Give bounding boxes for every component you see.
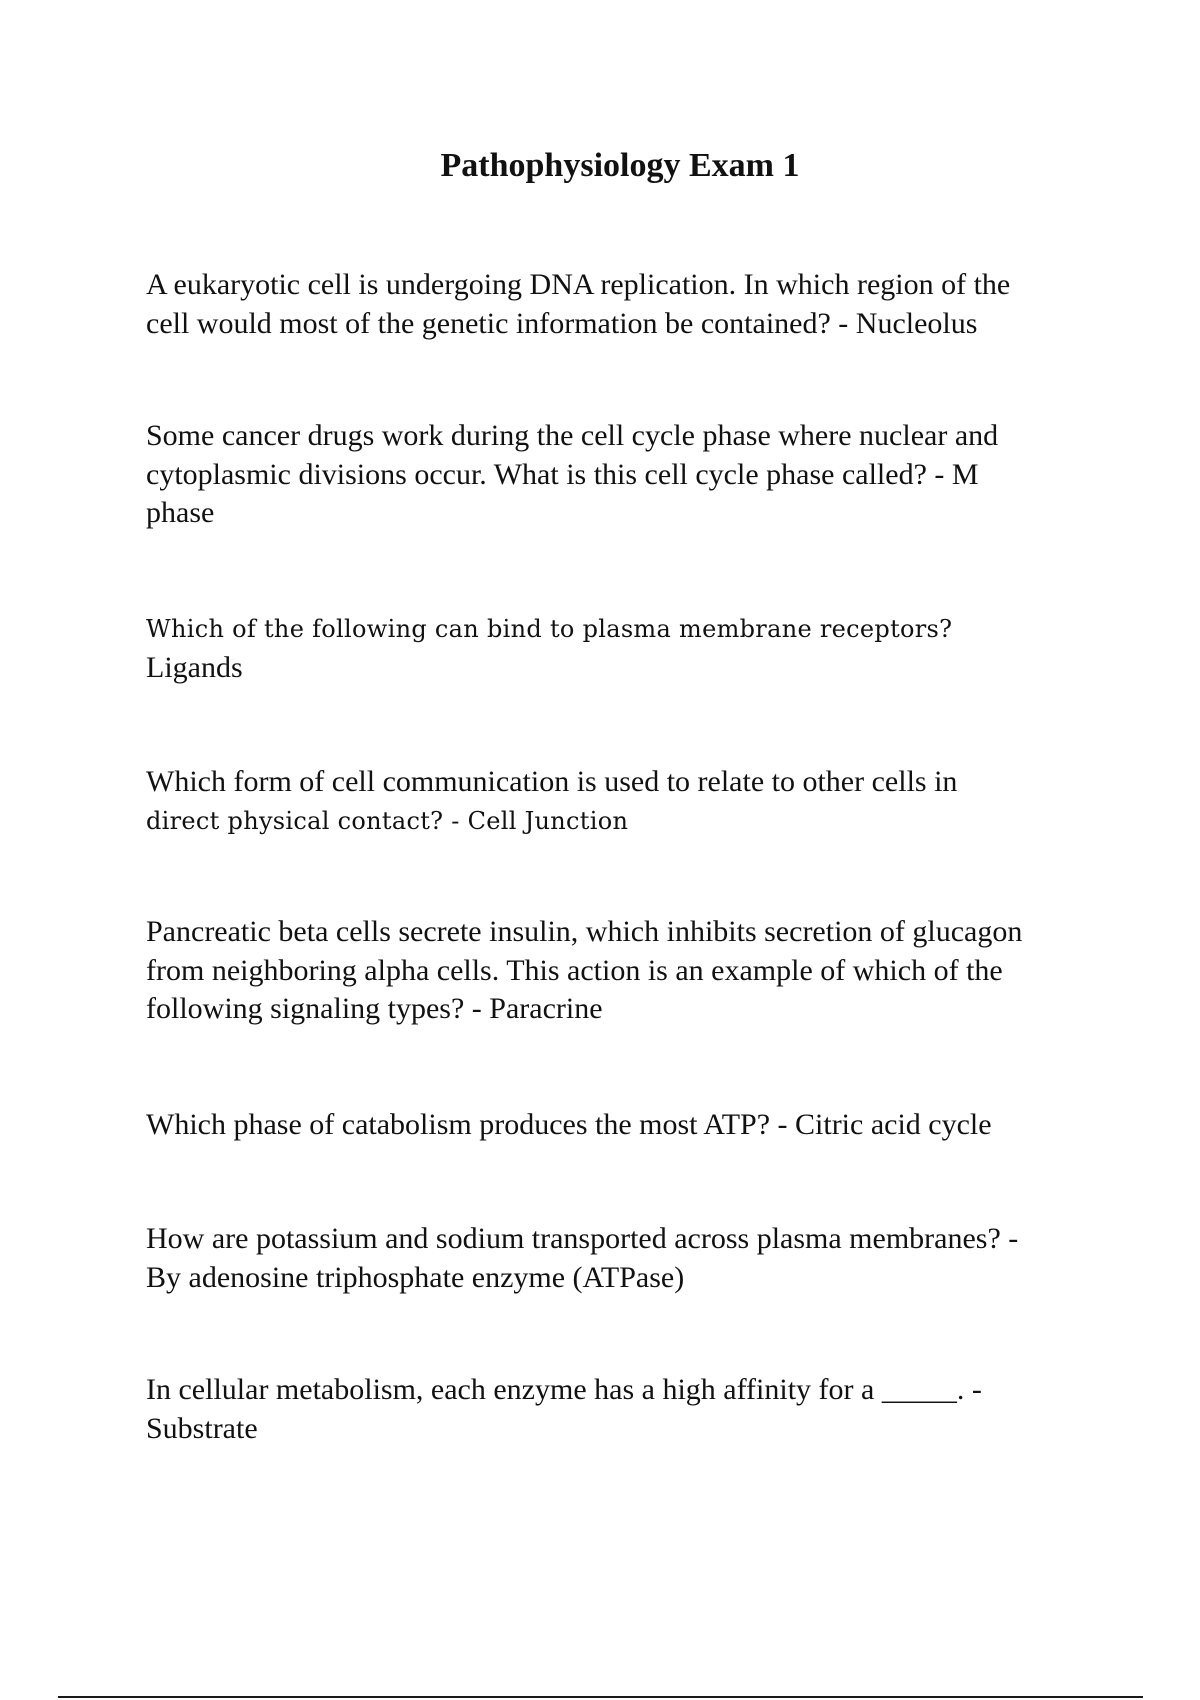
- question-5-line-3: following signaling types? - Paracrine: [146, 992, 603, 1025]
- question-2-line-2: cytoplasmic divisions occur. What is this cell cycle phase called? - M: [146, 457, 979, 491]
- question-3-line-2: Ligands: [146, 650, 243, 684]
- question-2-line-3: phase: [146, 496, 215, 529]
- question-5-line-2: from neighboring alpha cells. This action is an example of which of the: [146, 953, 1003, 987]
- question-8: [146, 1371, 1096, 1448]
- question-7: [146, 1220, 1096, 1297]
- bottom-divider: [58, 1696, 1143, 1698]
- question-8-line-1: In cellular metabolism, each enzyme has a high affinity for a _____. -: [146, 1373, 982, 1406]
- question-4: [146, 763, 1096, 840]
- question-2-line-1: Some cancer drugs work during the cell cycle phase where nuclear and: [146, 419, 999, 452]
- question-1: [146, 266, 1096, 343]
- question-2: [146, 417, 1096, 533]
- question-7-line-2: By adenosine triphosphate enzyme (ATPase): [146, 1260, 685, 1294]
- question-3: [146, 610, 1096, 687]
- question-4-line-2: direct physical contact? - Cell Junction: [146, 806, 629, 835]
- question-4-line-1: Which form of cell communication is used to relate to other cells in: [146, 765, 958, 798]
- question-1-line-2: cell would most of the genetic information be contained? - Nucleolus: [146, 306, 978, 340]
- question-5-line-1: Pancreatic beta cells secrete insulin, which inhibits secretion of glucagon: [146, 915, 1023, 948]
- question-5: [146, 913, 1096, 1029]
- question-1-line-1: A eukaryotic cell is undergoing DNA replication. In which region of the: [146, 268, 1011, 301]
- question-6-line-1: Which phase of catabolism produces the most ATP? - Citric acid cycle: [146, 1108, 992, 1141]
- question-7-line-1: How are potassium and sodium transported across plasma membranes? -: [146, 1222, 1019, 1255]
- question-6: [146, 1106, 1096, 1145]
- question-3-line-1: Which of the following can bind to plasma membrane receptors?: [146, 615, 953, 643]
- question-8-line-2: Substrate: [146, 1411, 258, 1445]
- page-title: Pathophysiology Exam 1: [440, 147, 800, 184]
